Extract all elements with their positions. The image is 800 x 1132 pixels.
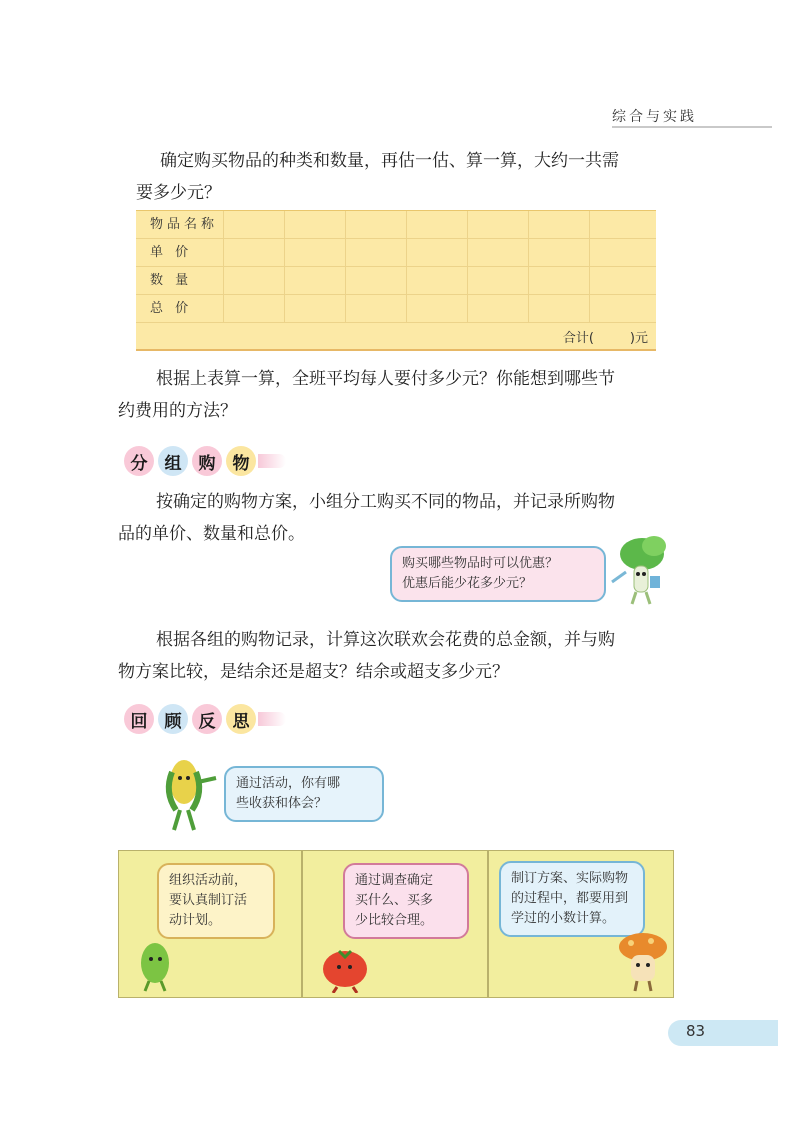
speech-bubble-survey xyxy=(343,863,469,939)
table-cell[interactable] xyxy=(346,267,407,294)
table-cell[interactable] xyxy=(285,267,346,294)
table-cell[interactable] xyxy=(407,295,468,322)
bubble-line: 要认真制订活 xyxy=(169,893,248,908)
intro-line-1: 确定购买物品的种类和数量，再估一估、算一算，大约一共需 xyxy=(160,151,619,171)
question-total-spending xyxy=(118,624,615,688)
page-number: 83 xyxy=(686,1022,706,1040)
pepper-character-icon xyxy=(133,935,179,993)
table-cell[interactable] xyxy=(529,239,590,266)
bubble-line: 动计划。 xyxy=(169,913,222,928)
speech-bubble-review xyxy=(224,766,384,822)
section-char: 顾 xyxy=(158,704,188,734)
question2-line-1: 根据各组的购物记录，计算这次联欢会花费的总金额，并与购 xyxy=(156,630,615,650)
table-row xyxy=(136,239,656,267)
table-cell[interactable] xyxy=(590,239,651,266)
plant-character-icon xyxy=(604,532,674,608)
intro-paragraph xyxy=(136,145,619,209)
table-cell[interactable] xyxy=(407,267,468,294)
bubble-line: 买什么、买多 xyxy=(355,893,434,908)
table-cell[interactable] xyxy=(590,295,651,322)
table-cell[interactable] xyxy=(224,295,285,322)
table-cell[interactable] xyxy=(590,211,651,238)
bubble-line: 组织活动前， xyxy=(169,873,248,888)
section-title-ribbon xyxy=(258,712,286,726)
section-char: 分 xyxy=(124,446,154,476)
header-section-label: 综合与实践 xyxy=(612,109,697,125)
section-title-review xyxy=(124,704,286,734)
header-rule xyxy=(612,126,772,128)
row-header-item-name: 物品名称 xyxy=(136,211,224,238)
table-cell[interactable] xyxy=(224,239,285,266)
section-title-group-shopping xyxy=(124,446,286,476)
page-number-tab xyxy=(668,1020,778,1046)
bubble-line: 制订方案、实际购物 xyxy=(511,871,629,886)
section-title-ribbon xyxy=(258,454,286,468)
tomato-character-icon xyxy=(319,943,373,993)
table-cell[interactable] xyxy=(346,211,407,238)
table-cell[interactable] xyxy=(468,239,529,266)
speech-bubble-decimal xyxy=(499,861,645,937)
table-cell[interactable] xyxy=(285,239,346,266)
table-cell[interactable] xyxy=(468,211,529,238)
question-average-cost xyxy=(118,363,615,427)
shopping-line-2: 品的单价、数量和总价。 xyxy=(118,524,305,544)
bubble-line: 通过活动，你有哪 xyxy=(236,776,341,791)
table-row xyxy=(136,211,656,239)
section-char: 物 xyxy=(226,446,256,476)
table-cell[interactable] xyxy=(590,267,651,294)
question1-line-1: 根据上表算一算，全班平均每人要付多少元？你能想到哪些节 xyxy=(156,369,615,389)
question1-line-2: 约费用的方法？ xyxy=(118,401,237,421)
bubble-line: 少比较合理。 xyxy=(355,913,434,928)
bubble-line: 购买哪些物品时可以优惠？ xyxy=(402,556,559,571)
speech-bubble-discount xyxy=(390,546,606,602)
reflection-panel-decimal xyxy=(488,850,674,998)
bubble-line: 优惠后能少花多少元？ xyxy=(402,576,533,591)
shopping-line-1: 按确定的购物方案，小组分工购买不同的物品，并记录所购物 xyxy=(156,492,615,512)
question2-line-2: 物方案比较，是结余还是超支？结余或超支多少元？ xyxy=(118,662,509,682)
section-char: 反 xyxy=(192,704,222,734)
table-cell[interactable] xyxy=(529,211,590,238)
section-char: 思 xyxy=(226,704,256,734)
shopping-plan-table xyxy=(136,210,656,351)
table-cell[interactable] xyxy=(468,295,529,322)
table-cell[interactable] xyxy=(224,211,285,238)
mushroom-character-icon xyxy=(617,929,671,993)
table-cell[interactable] xyxy=(529,267,590,294)
table-cell[interactable] xyxy=(407,239,468,266)
table-cell[interactable] xyxy=(285,211,346,238)
table-cell[interactable] xyxy=(285,295,346,322)
row-header-unit-price: 单 价 xyxy=(136,239,224,266)
intro-line-2: 要多少元？ xyxy=(136,183,221,203)
bubble-line: 通过调查确定 xyxy=(355,873,434,888)
table-cell[interactable] xyxy=(346,239,407,266)
table-row xyxy=(136,295,656,323)
reflection-panel-survey xyxy=(302,850,488,998)
corn-character-icon xyxy=(158,752,222,836)
total-suffix: )元 xyxy=(629,330,648,346)
reflection-panel-planning xyxy=(118,850,302,998)
bubble-line: 些收获和体会？ xyxy=(236,796,328,811)
table-cell[interactable] xyxy=(346,295,407,322)
shopping-paragraph xyxy=(118,486,615,550)
table-row xyxy=(136,267,656,295)
bubble-line: 学过的小数计算。 xyxy=(511,911,616,926)
table-cell[interactable] xyxy=(468,267,529,294)
table-total-row xyxy=(136,323,656,351)
table-cell[interactable] xyxy=(529,295,590,322)
row-header-quantity: 数 量 xyxy=(136,267,224,294)
total-prefix: 合计( xyxy=(562,330,594,346)
row-header-total-price: 总 价 xyxy=(136,295,224,322)
section-char: 购 xyxy=(192,446,222,476)
section-char: 回 xyxy=(124,704,154,734)
table-cell[interactable] xyxy=(407,211,468,238)
section-char: 组 xyxy=(158,446,188,476)
bubble-line: 的过程中，都要用到 xyxy=(511,891,629,906)
speech-bubble-planning xyxy=(157,863,275,939)
table-cell[interactable] xyxy=(224,267,285,294)
